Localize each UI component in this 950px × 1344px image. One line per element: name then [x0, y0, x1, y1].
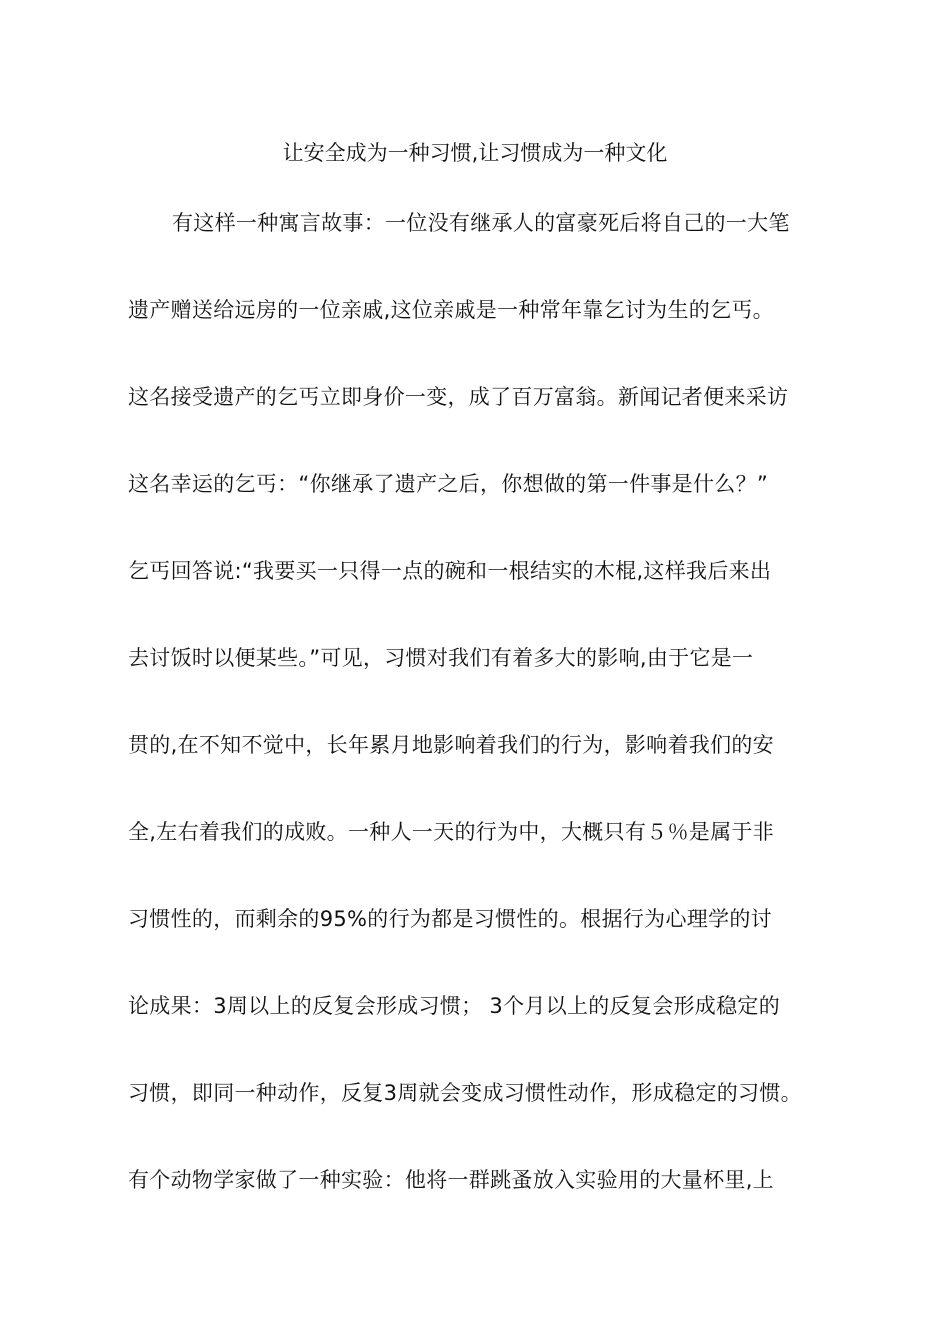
paragraph-line: 遗产赠送给远房的一位亲戚,这位亲戚是一种常年靠乞讨为生的乞丐。	[128, 298, 774, 322]
document-body	[128, 208, 828, 1252]
paragraph-line: 这名接受遗产的乞丐立即身价一变，成了百万富翁。新闻记者便来采访	[128, 385, 789, 409]
paragraph-line: 去讨饭时以便某些。”可见，习惯对我们有着多大的影响,由于它是一	[128, 646, 754, 670]
paragraph-line: 这名幸运的乞丐：“你继承了遗产之后，你想做的第一件事是什么？”	[128, 472, 769, 496]
paragraph-line: 有这样一种寓言故事：一位没有继承人的富豪死后将自己的一大笔	[172, 211, 790, 235]
paragraph-line: 全,左右着我们的成败。一种人一天的行为中，大概只有５％是属于非	[128, 820, 774, 844]
paragraph-line: 乞丐回答说:“我要买一只得一点的碗和一根结实的木棍,这样我后来出	[128, 559, 772, 583]
paragraph-line: 习惯性的，而剩余的95%的行为都是习惯性的。根据行为心理学的讨	[128, 907, 772, 931]
document-title: 让安全成为一种习惯,让习惯成为一种文化	[282, 141, 668, 165]
paragraph-line: 有个动物学家做了一种实验：他将一群跳蚤放入实验用的大量杯里,上	[128, 1168, 774, 1192]
paragraph-line: 贯的,在不知不觉中，长年累月地影响着我们的行为，影响着我们的安	[128, 733, 774, 757]
paragraph-line: 论成果：3周以上的反复会形成习惯； 3个月以上的反复会形成稳定的	[128, 994, 780, 1018]
paragraph-line: 习惯，即同一种动作，反复3周就会变成习惯性动作，形成稳定的习惯。	[128, 1081, 802, 1105]
